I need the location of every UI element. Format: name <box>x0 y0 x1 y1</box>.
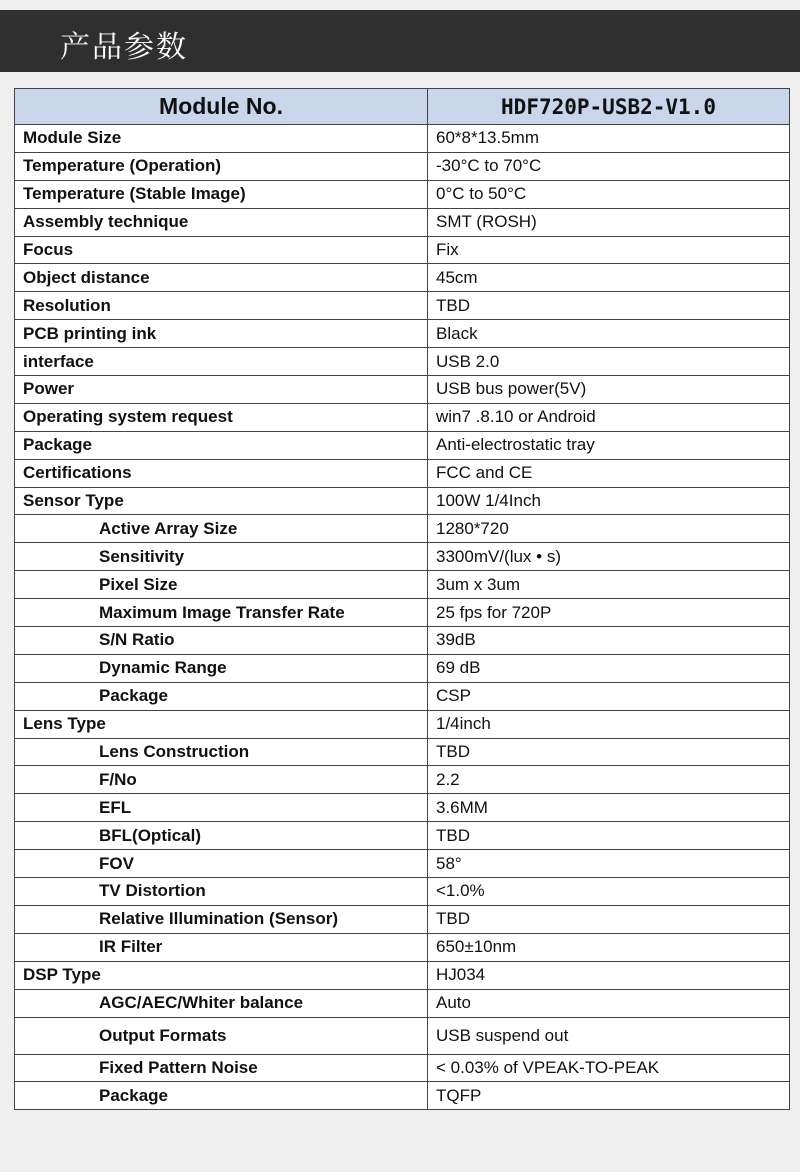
spec-value: HJ034 <box>428 961 790 989</box>
table-row <box>15 961 790 989</box>
spec-value: 3.6MM <box>428 794 790 822</box>
spec-value: USB 2.0 <box>428 348 790 376</box>
spec-value: 3300mV/(lux • s) <box>428 543 790 571</box>
spec-label: Relative Illumination (Sensor) <box>15 905 428 933</box>
table-row <box>15 1054 790 1082</box>
spec-value: 25 fps for 720P <box>428 599 790 627</box>
table-row <box>15 543 790 571</box>
table-row <box>15 905 790 933</box>
spec-value: USB bus power(5V) <box>428 376 790 404</box>
spec-label: Maximum Image Transfer Rate <box>15 599 428 627</box>
table-row <box>15 599 790 627</box>
spec-table <box>14 88 790 1110</box>
spec-value: 45cm <box>428 264 790 292</box>
spec-label: Lens Construction <box>15 738 428 766</box>
header-value-cell: HDF720P-USB2-V1.0 <box>428 89 790 125</box>
spec-label: Resolution <box>15 292 428 320</box>
spec-value: TBD <box>428 738 790 766</box>
table-header-row <box>15 89 790 125</box>
spec-value: TBD <box>428 905 790 933</box>
table-row <box>15 208 790 236</box>
spec-label: TV Distortion <box>15 878 428 906</box>
spec-label: Temperature (Operation) <box>15 152 428 180</box>
table-row <box>15 459 790 487</box>
table-row <box>15 766 790 794</box>
table-row <box>15 1082 790 1110</box>
table-row <box>15 348 790 376</box>
spec-label: Assembly technique <box>15 208 428 236</box>
table-row <box>15 431 790 459</box>
spec-label: FOV <box>15 850 428 878</box>
spec-value: win7 .8.10 or Android <box>428 403 790 431</box>
spec-value: CSP <box>428 682 790 710</box>
spec-label: Focus <box>15 236 428 264</box>
spec-label: Lens Type <box>15 710 428 738</box>
table-row <box>15 487 790 515</box>
table-row <box>15 152 790 180</box>
spec-value: 2.2 <box>428 766 790 794</box>
spec-value: 1/4inch <box>428 710 790 738</box>
spec-label: Dynamic Range <box>15 654 428 682</box>
spec-label: Sensitivity <box>15 543 428 571</box>
table-row <box>15 682 790 710</box>
table-row <box>15 933 790 961</box>
table-row <box>15 292 790 320</box>
table-row <box>15 1017 790 1054</box>
table-row <box>15 376 790 404</box>
spec-value: USB suspend out <box>428 1017 790 1054</box>
spec-value: 39dB <box>428 627 790 655</box>
spec-value: 650±10nm <box>428 933 790 961</box>
header-label-cell: Module No. <box>15 89 428 125</box>
spec-value: FCC and CE <box>428 459 790 487</box>
spec-label: Operating system request <box>15 403 428 431</box>
table-row <box>15 654 790 682</box>
spec-label: S/N Ratio <box>15 627 428 655</box>
spec-value: 3um x 3um <box>428 571 790 599</box>
page-title: 产品参数 <box>60 30 188 65</box>
spec-label: DSP Type <box>15 961 428 989</box>
table-row <box>15 794 790 822</box>
spec-label: IR Filter <box>15 933 428 961</box>
spec-label: Package <box>15 682 428 710</box>
spec-value: 60*8*13.5mm <box>428 125 790 153</box>
spec-value: TBD <box>428 822 790 850</box>
spec-value: <1.0% <box>428 878 790 906</box>
table-row <box>15 403 790 431</box>
spec-value: Anti-electrostatic tray <box>428 431 790 459</box>
table-row <box>15 850 790 878</box>
spec-value: Fix <box>428 236 790 264</box>
spec-value: Black <box>428 320 790 348</box>
spec-label: F/No <box>15 766 428 794</box>
spec-value: 69 dB <box>428 654 790 682</box>
spec-value: 1280*720 <box>428 515 790 543</box>
table-row <box>15 264 790 292</box>
spec-label: Output Formats <box>15 1017 428 1054</box>
table-row <box>15 822 790 850</box>
table-row <box>15 738 790 766</box>
table-row <box>15 989 790 1017</box>
spec-label: Certifications <box>15 459 428 487</box>
spec-label: Object distance <box>15 264 428 292</box>
spec-label: Active Array Size <box>15 515 428 543</box>
spec-label: Fixed Pattern Noise <box>15 1054 428 1082</box>
table-row <box>15 878 790 906</box>
spec-value: SMT (ROSH) <box>428 208 790 236</box>
table-row <box>15 627 790 655</box>
table-row <box>15 180 790 208</box>
table-row <box>15 236 790 264</box>
spec-value: 58° <box>428 850 790 878</box>
spec-label: Pixel Size <box>15 571 428 599</box>
table-row <box>15 515 790 543</box>
spec-label: PCB printing ink <box>15 320 428 348</box>
spec-value: TBD <box>428 292 790 320</box>
spec-value: -30°C to 70°C <box>428 152 790 180</box>
table-row <box>15 710 790 738</box>
spec-label: EFL <box>15 794 428 822</box>
spec-label: AGC/AEC/Whiter balance <box>15 989 428 1017</box>
spec-value: 0°C to 50°C <box>428 180 790 208</box>
spec-value: 100W 1/4Inch <box>428 487 790 515</box>
spec-label: Sensor Type <box>15 487 428 515</box>
spec-value: Auto <box>428 989 790 1017</box>
spec-value: TQFP <box>428 1082 790 1110</box>
table-row <box>15 320 790 348</box>
spec-label: Temperature (Stable Image) <box>15 180 428 208</box>
spec-label: Module Size <box>15 125 428 153</box>
spec-value: < 0.03% of VPEAK-TO-PEAK <box>428 1054 790 1082</box>
spec-label: Power <box>15 376 428 404</box>
table-row <box>15 571 790 599</box>
spec-label: Package <box>15 431 428 459</box>
table-row <box>15 125 790 153</box>
header-bar <box>0 10 800 72</box>
spec-label: Package <box>15 1082 428 1110</box>
spec-label: interface <box>15 348 428 376</box>
spec-label: BFL(Optical) <box>15 822 428 850</box>
